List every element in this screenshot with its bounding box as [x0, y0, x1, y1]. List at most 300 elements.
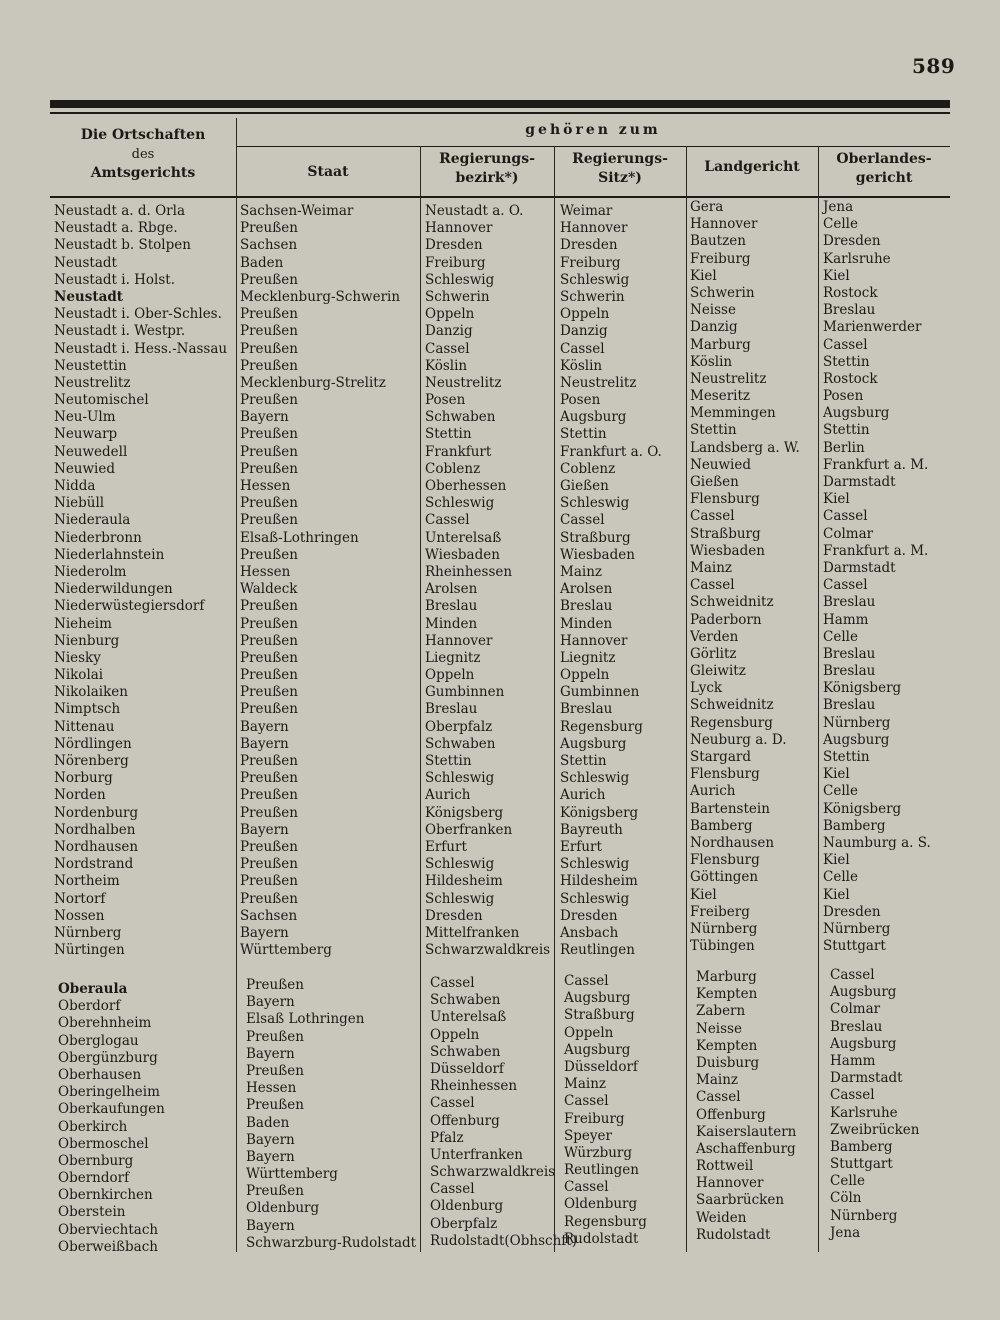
table-cell-landgericht: Nürnberg [690, 920, 758, 937]
table-cell-orte: Nittenau [54, 718, 115, 735]
table-cell-orte: Norden [54, 787, 106, 804]
table-cell-sitz: Wiesbaden [560, 546, 635, 563]
table-cell-sitz: Frankfurt a. O. [560, 443, 662, 460]
table-cell-landgericht: Gleiwitz [690, 663, 746, 680]
table-cell-orte: Northeim [54, 873, 120, 890]
table-cell-staat: Preußen [240, 460, 298, 477]
table-cell-orte: Oberaula [58, 981, 128, 997]
table-cell-orte: Oberingelheim [58, 1084, 160, 1101]
column-sitz-group1 [560, 203, 662, 959]
table-cell-orte: Obernkirchen [58, 1187, 153, 1204]
table-cell-ober: Augsburg [823, 405, 890, 422]
table-cell-staat: Preußen [240, 632, 298, 649]
column-bezirk-group1 [425, 203, 550, 959]
table-cell-landgericht: Marburg [696, 969, 757, 985]
table-cell-sitz: Gumbinnen [560, 684, 640, 701]
table-cell-ober: Berlin [823, 439, 865, 456]
table-cell-bezirk: Schleswig [425, 856, 495, 873]
table-cell-landgericht: Lyck [690, 680, 723, 697]
table-cell-orte: Neustadt b. Stolpen [54, 237, 191, 254]
table-cell-orte: Neutomischel [54, 392, 149, 409]
table-cell-staat: Hessen [240, 478, 291, 494]
table-cell-bezirk: Cassel [425, 512, 470, 529]
table-cell-orte: Neuwarp [54, 426, 118, 443]
table-cell-orte: Niesky [54, 649, 101, 666]
table-cell-staat: Preußen [240, 392, 298, 409]
table-cell-orte: Neuwied [54, 460, 116, 477]
table-cell-orte: Neu-Ulm [54, 409, 116, 426]
table-cell-landgericht: Aschaffenburg [696, 1140, 796, 1157]
header-sitz-line2: Sitz*) [598, 170, 642, 186]
table-cell-staat: Bayern [240, 735, 289, 752]
table-cell-bezirk: Schwaben [425, 735, 496, 752]
table-cell-bezirk: Rudolstadt(Obhschft) [430, 1232, 577, 1249]
table-cell-sitz: Rudolstadt [564, 1230, 639, 1247]
table-cell-staat: Bayern [246, 1148, 295, 1165]
header-place [50, 126, 236, 183]
table-cell-landgericht: Neuburg a. D. [690, 731, 787, 748]
table-cell-bezirk: Unterfranken [430, 1146, 523, 1163]
table-cell-landgericht: Kiel [690, 886, 717, 903]
table-cell-sitz: Aurich [560, 787, 606, 804]
table-cell-landgericht: Danzig [690, 319, 738, 336]
table-cell-landgericht: Marburg [690, 336, 751, 353]
table-cell-sitz: Oppeln [560, 306, 610, 323]
table-cell-ober: Breslau [823, 594, 876, 611]
table-cell-sitz: Hannover [560, 632, 628, 649]
table-cell-orte: Oberglogau [58, 1032, 139, 1049]
table-cell-staat: Preußen [240, 598, 298, 615]
table-cell-landgericht: Verden [690, 628, 739, 645]
table-cell-landgericht: Freiberg [690, 903, 750, 920]
table-cell-landgericht: Regensburg [690, 714, 773, 731]
column-staat-group1 [240, 203, 400, 959]
table-cell-staat: Preußen [240, 667, 298, 684]
table-cell-bezirk: Düsseldorf [430, 1060, 504, 1077]
table-cell-orte: Oberdorf [58, 998, 121, 1015]
table-cell-sitz: Straßburg [564, 1007, 635, 1024]
table-cell-bezirk: Schwerin [425, 288, 490, 305]
table-cell-orte: Oberehnheim [58, 1015, 152, 1032]
table-cell-bezirk: Stettin [425, 426, 472, 443]
table-cell-orte: Oberstein [58, 1204, 126, 1221]
column-divider [420, 146, 421, 1252]
table-cell-sitz: Augsburg [560, 735, 627, 752]
table-cell-ober: Marienwerder [823, 319, 922, 336]
table-cell-sitz: Dresden [560, 237, 618, 254]
table-cell-ober: Breslau [823, 697, 876, 714]
table-cell-orte: Niederwüstegiersdorf [54, 598, 205, 615]
table-cell-orte: Oberweißbach [58, 1238, 158, 1255]
table-cell-bezirk: Hannover [425, 632, 493, 649]
table-cell-ober: Königsberg [823, 800, 902, 817]
table-cell-orte: Nürtingen [54, 942, 125, 959]
table-cell-ober: Colmar [830, 1001, 881, 1018]
table-cell-ober: Cassel [823, 336, 868, 353]
header-staat: Staat [307, 164, 349, 180]
table-cell-sitz: Breslau [560, 701, 613, 718]
table-cell-orte: Nidda [54, 478, 96, 494]
table-cell-bezirk: Arolsen [425, 581, 478, 598]
table-cell-sitz: Augsburg [564, 1041, 631, 1058]
table-cell-ober: Augsburg [830, 984, 897, 1001]
table-cell-landgericht: Cassel [690, 577, 735, 594]
table-cell-staat: Preußen [240, 443, 298, 460]
table-cell-ober: Cöln [830, 1190, 862, 1207]
header-ober-line2: gericht [855, 170, 913, 186]
table-cell-landgericht: Offenburg [696, 1106, 766, 1123]
table-cell-sitz: Freiburg [560, 254, 621, 271]
table-cell-ober: Frankfurt a. M. [823, 456, 929, 473]
table-cell-bezirk: Oppeln [430, 1026, 480, 1043]
table-cell-staat: Preußen [240, 220, 298, 237]
table-cell-landgericht: Paderborn [690, 611, 762, 628]
table-cell-landgericht: Kempten [696, 986, 758, 1003]
table-cell-ober: Stettin [823, 749, 870, 765]
table-cell-landgericht: Mainz [696, 1072, 738, 1089]
table-cell-sitz: Regensburg [560, 718, 643, 735]
table-cell-landgericht: Neisse [690, 302, 736, 319]
table-cell-landgericht: Neisse [696, 1020, 742, 1037]
table-cell-landgericht: Meseritz [690, 388, 751, 405]
table-cell-orte: Oberkirch [58, 1118, 128, 1135]
table-cell-sitz: Gießen [560, 478, 609, 494]
table-cell-ober: Breslau [823, 663, 876, 680]
table-cell-ober: Zweibrücken [830, 1121, 920, 1138]
column-orte-group1 [54, 203, 227, 959]
table-cell-ober: Rostock [823, 284, 878, 301]
table-cell-sitz: Neustrelitz [560, 374, 637, 391]
table-cell-bezirk: Dresden [425, 237, 483, 254]
table-cell-landgericht: Hannover [690, 216, 758, 233]
table-cell-orte: Nieheim [54, 615, 112, 632]
table-cell-bezirk: Oldenburg [430, 1198, 504, 1215]
table-cell-bezirk: Cassel [430, 1181, 475, 1198]
table-cell-ober: Rostock [823, 370, 878, 387]
column-divider [686, 146, 687, 1252]
table-cell-sitz: Minden [560, 615, 613, 632]
table-cell-landgericht: Stargard [690, 749, 751, 765]
table-cell-landgericht: Stettin [690, 422, 737, 439]
header-place-line1: Die Ortschaften [80, 127, 206, 143]
column-orte-group2 [58, 981, 165, 1256]
table-cell-orte: Niederbronn [54, 529, 142, 546]
table-cell-sitz: Schleswig [560, 890, 630, 907]
table-cell-ober: Karlsruhe [823, 250, 891, 267]
table-cell-orte: Obermoschel [58, 1135, 149, 1152]
table-cell-staat: Preußen [240, 495, 298, 512]
table-cell-orte: Neustadt i. Holst. [54, 271, 176, 288]
table-cell-sitz: Cassel [564, 1093, 609, 1110]
table-cell-bezirk: Schleswig [425, 271, 495, 288]
column-ober-group1 [823, 199, 931, 955]
header-sub-rule [236, 146, 950, 147]
table-cell-sitz: Freiburg [564, 1110, 625, 1127]
header-ober-line1: Oberlandes- [836, 151, 932, 167]
table-cell-landgericht: Cassel [690, 508, 735, 525]
table-cell-orte: Nördlingen [54, 735, 132, 752]
table-cell-sitz: Erfurt [560, 838, 602, 855]
table-cell-ober: Celle [823, 216, 858, 233]
table-cell-bezirk: Köslin [425, 357, 468, 374]
table-cell-landgericht: Mainz [690, 559, 732, 576]
table-cell-landgericht: Straßburg [690, 525, 761, 542]
header-landgericht: Landgericht [704, 159, 800, 175]
table-cell-landgericht: Hannover [696, 1175, 764, 1192]
table-cell-staat: Hessen [246, 1080, 297, 1097]
table-cell-ober: Breslau [823, 302, 876, 319]
table-cell-orte: Neustadt i. Hess.-Nassau [54, 340, 228, 357]
table-cell-ober: Augsburg [830, 1035, 897, 1052]
table-cell-staat: Preußen [240, 323, 298, 340]
table-cell-landgericht: Gießen [690, 474, 739, 490]
table-cell-orte: Nordhalben [54, 821, 136, 838]
table-cell-landgericht: Gera [690, 199, 724, 215]
table-cell-landgericht: Bautzen [690, 233, 746, 250]
table-cell-bezirk: Posen [425, 392, 466, 409]
table-cell-staat: Preußen [240, 512, 298, 529]
table-cell-sitz: Posen [560, 392, 601, 409]
table-cell-sitz: Augsburg [564, 990, 631, 1007]
table-cell-staat: Württemberg [246, 1166, 338, 1183]
table-cell-bezirk: Hannover [425, 220, 493, 237]
table-cell-landgericht: Schweidnitz [690, 697, 774, 714]
table-cell-orte: Oberndorf [58, 1170, 130, 1187]
table-cell-sitz: Cassel [560, 340, 605, 357]
table-cell-ober: Colmar [823, 525, 874, 542]
table-cell-sitz: Dresden [560, 907, 618, 924]
table-cell-sitz: Köslin [560, 357, 603, 374]
table-cell-staat: Bayern [246, 1045, 295, 1062]
table-cell-staat: Preußen [240, 701, 298, 718]
table-cell-bezirk: Neustrelitz [425, 374, 502, 391]
table-cell-landgericht: Aurich [690, 783, 736, 800]
table-cell-orte: Nikolai [54, 667, 104, 684]
table-cell-ober: Stuttgart [830, 1156, 893, 1173]
table-cell-landgericht: Rottweil [696, 1158, 754, 1175]
table-cell-bezirk: Aurich [425, 787, 471, 804]
table-cell-bezirk: Schwarzwaldkreis [425, 942, 551, 959]
column-staat-group2 [246, 977, 416, 1252]
table-cell-sitz: Cassel [564, 973, 609, 989]
table-cell-staat: Preußen [246, 1028, 304, 1045]
table-cell-staat: Preußen [240, 838, 298, 855]
table-cell-ober: Darmstadt [823, 559, 896, 576]
header-bezirk-line2: bezirk*) [455, 170, 519, 186]
table-cell-staat: Preußen [246, 1183, 304, 1200]
table-cell-bezirk: Unterelsaß [425, 529, 502, 546]
table-cell-orte: Nörenberg [54, 753, 129, 769]
header-ober [818, 150, 950, 188]
page-number: 589 [912, 54, 956, 78]
table-cell-orte: Niederlahnstein [54, 546, 165, 563]
table-cell-landgericht: Zabern [696, 1003, 746, 1020]
table-cell-staat: Preußen [240, 787, 298, 804]
table-cell-orte: Oberhausen [58, 1066, 142, 1083]
table-cell-staat: Sachsen [240, 907, 298, 924]
table-cell-sitz: Mainz [560, 563, 602, 580]
table-cell-ober: Kiel [823, 852, 850, 869]
table-cell-landgericht: Bamberg [690, 817, 753, 834]
table-cell-landgericht: Landsberg a. W. [690, 439, 800, 456]
table-cell-bezirk: Oberpfalz [430, 1215, 498, 1232]
column-landgericht-group1 [690, 199, 800, 955]
table-cell-ober: Königsberg [823, 680, 902, 697]
table-cell-orte: Nimptsch [54, 701, 121, 718]
table-cell-ober: Bamberg [830, 1138, 893, 1155]
table-cell-staat: Sachsen-Weimar [240, 203, 354, 219]
table-cell-bezirk: Schleswig [425, 495, 495, 512]
header-bezirk [420, 150, 554, 188]
header-bezirk-line1: Regierungs- [439, 151, 535, 167]
table-cell-staat: Preußen [240, 873, 298, 890]
table-cell-sitz: Reutlingen [560, 942, 635, 959]
table-cell-landgericht: Freiburg [690, 250, 751, 267]
table-cell-sitz: Düsseldorf [564, 1058, 638, 1075]
table-cell-bezirk: Schleswig [425, 770, 495, 787]
table-cell-orte: Nortorf [54, 890, 106, 907]
table-cell-sitz: Schleswig [560, 271, 630, 288]
table-cell-landgericht: Tübingen [690, 938, 755, 955]
header-place-line2: des [131, 147, 155, 162]
table-cell-bezirk: Liegnitz [425, 649, 481, 666]
table-cell-bezirk: Rheinhessen [425, 563, 513, 580]
table-cell-landgericht: Bartenstein [690, 800, 770, 817]
table-cell-staat: Bayern [246, 994, 295, 1011]
table-cell-bezirk: Stettin [425, 753, 472, 769]
table-cell-bezirk: Breslau [425, 701, 478, 718]
table-cell-orte: Norburg [54, 770, 113, 787]
table-cell-ober: Breslau [823, 645, 876, 662]
table-cell-orte: Neustadt [54, 254, 117, 271]
table-cell-bezirk: Cassel [430, 975, 475, 991]
table-cell-landgericht: Saarbrücken [696, 1192, 785, 1209]
table-cell-sitz: Arolsen [560, 581, 613, 598]
table-cell-bezirk: Oberfranken [425, 821, 513, 838]
table-cell-staat: Preußen [240, 426, 298, 443]
table-cell-bezirk: Erfurt [425, 838, 467, 855]
table-cell-orte: Niederolm [54, 563, 127, 580]
table-cell-landgericht: Göttingen [690, 869, 759, 886]
table-cell-ober: Kiel [823, 267, 850, 284]
table-cell-sitz: Schleswig [560, 770, 630, 787]
table-cell-staat: Württemberg [240, 942, 332, 959]
table-cell-ober: Stettin [823, 353, 870, 370]
table-cell-ober: Kiel [823, 491, 850, 508]
table-cell-landgericht: Flensburg [690, 766, 760, 783]
table-cell-bezirk: Schwarzwaldkreis [430, 1164, 556, 1181]
table-cell-sitz: Oppeln [564, 1024, 614, 1041]
table-cell-orte: Neustrelitz [54, 374, 131, 391]
table-cell-orte: Nordhausen [54, 838, 139, 855]
table-cell-orte: Niederaula [54, 512, 131, 529]
table-cell-bezirk: Frankfurt [425, 443, 492, 460]
table-cell-bezirk: Königsberg [425, 804, 504, 821]
table-cell-landgericht: Neuwied [690, 456, 752, 473]
table-cell-ober: Kiel [823, 886, 850, 903]
table-cell-staat: Bayern [240, 924, 289, 941]
table-cell-landgericht: Schweidnitz [690, 594, 774, 611]
table-cell-sitz: Schleswig [560, 495, 630, 512]
header-sitz [554, 150, 686, 188]
table-cell-bezirk: Breslau [425, 598, 478, 615]
table-cell-bezirk: Unterelsaß [430, 1009, 507, 1026]
table-cell-orte: Nienburg [54, 632, 120, 649]
table-cell-sitz: Reutlingen [564, 1162, 639, 1179]
table-cell-staat: Elsaß-Lothringen [240, 529, 359, 546]
table-cell-ober: Hamm [823, 611, 869, 628]
table-cell-staat: Preußen [240, 770, 298, 787]
column-divider [236, 118, 237, 1252]
table-cell-ober: Frankfurt a. M. [823, 542, 929, 559]
table-cell-ober: Cassel [823, 508, 868, 525]
table-cell-sitz: Stettin [560, 426, 607, 443]
table-cell-landgericht: Kiel [690, 267, 717, 284]
table-cell-staat: Sachsen [240, 237, 298, 254]
table-cell-sitz: Straßburg [560, 529, 631, 546]
table-cell-orte: Oberviechtach [58, 1221, 159, 1238]
column-ober-group2 [830, 967, 919, 1242]
table-cell-orte: Obergünzburg [58, 1049, 158, 1066]
table-cell-bezirk: Oppeln [425, 306, 475, 323]
table-cell-sitz: Cassel [560, 512, 605, 529]
table-cell-orte: Neustadt a. d. Orla [54, 203, 185, 219]
table-cell-ober: Stettin [823, 422, 870, 439]
header-sitz-line1: Regierungs- [572, 151, 668, 167]
table-cell-staat: Baden [246, 1114, 290, 1131]
table-cell-staat: Hessen [240, 563, 291, 580]
table-cell-ober: Dresden [823, 233, 881, 250]
table-cell-landgericht: Schwerin [690, 284, 755, 301]
table-cell-staat: Bayern [246, 1131, 295, 1148]
table-cell-staat: Preußen [240, 546, 298, 563]
table-cell-bezirk: Danzig [425, 323, 473, 340]
table-cell-ober: Augsburg [823, 731, 890, 748]
table-cell-staat: Bayern [246, 1217, 295, 1234]
table-cell-bezirk: Minden [425, 615, 478, 632]
top-thin-rule [50, 112, 950, 114]
table-cell-landgericht: Memmingen [690, 405, 776, 422]
table-cell-sitz: Speyer [564, 1127, 612, 1144]
table-cell-ober: Nürnberg [823, 920, 891, 937]
table-cell-bezirk: Gumbinnen [425, 684, 505, 701]
table-cell-staat: Waldeck [240, 581, 298, 598]
table-cell-staat: Preußen [240, 340, 298, 357]
table-cell-staat: Preußen [240, 306, 298, 323]
table-cell-orte: Niederwildungen [54, 581, 173, 598]
column-bezirk-group2 [430, 975, 577, 1250]
table-cell-bezirk: Schwaben [425, 409, 496, 426]
table-cell-staat: Bayern [240, 718, 289, 735]
table-cell-landgericht: Rudolstadt [696, 1226, 771, 1243]
table-cell-ober: Cassel [823, 577, 868, 594]
table-cell-bezirk: Wiesbaden [425, 546, 500, 563]
table-cell-ober: Celle [823, 783, 858, 800]
column-sitz-group2 [564, 973, 647, 1248]
table-cell-orte: Nordenburg [54, 804, 139, 821]
table-cell-bezirk: Pfalz [430, 1129, 464, 1146]
table-cell-bezirk: Neustadt a. O. [425, 203, 524, 219]
table-cell-orte: Neuwedell [54, 443, 128, 460]
table-cell-landgericht: Wiesbaden [690, 542, 765, 559]
table-cell-bezirk: Schwaben [430, 992, 501, 1009]
table-cell-sitz: Schleswig [560, 856, 630, 873]
table-cell-bezirk: Rheinhessen [430, 1078, 518, 1095]
top-thick-rule [50, 100, 950, 108]
table-cell-sitz: Regensburg [564, 1213, 647, 1230]
table-cell-ober: Hamm [830, 1052, 876, 1069]
table-cell-staat: Preußen [240, 615, 298, 632]
